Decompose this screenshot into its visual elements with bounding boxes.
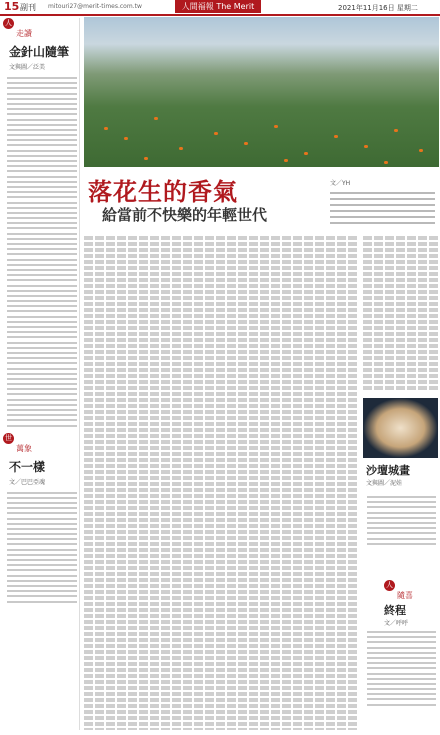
article-author: 文／YH [330,180,351,187]
page-header [0,0,440,16]
column-tag-label: 走讀 [16,29,32,38]
poem-body [363,625,438,709]
newspaper-logo: 人間福報 The Merit [175,0,261,13]
second-tag-label: 萬象 [16,443,32,453]
daylily-field-photo [84,17,439,167]
second-body [7,492,77,603]
second-tag: 世間 [5,433,12,453]
left-column [3,18,80,730]
sand-mandala-photo [363,398,438,458]
box-title: 沙壇城畫 [366,464,410,477]
second-title: 不一樣 [9,459,46,474]
page-number: 15 [4,0,20,13]
poem-title: 終程 [384,604,406,617]
box-title-wrap [366,462,410,487]
article-subtitle: 給當前不快樂的年輕世代 [102,206,268,224]
box-author: 文與圖／泥娃 [366,480,403,487]
article-intro [330,188,435,228]
second-author: 文／巴巴亞魂 [9,478,46,486]
poem-header [384,580,413,627]
poem-tag-label: 隨喜 [397,591,413,600]
article-body [84,236,359,730]
poem-tag: 人間 [386,581,393,600]
column-body [7,77,77,427]
column-author: 文與圖／泛美 [9,64,46,71]
section-name: 副刊 [20,3,36,12]
article-title: 落花生的香氣 [88,177,238,206]
website: mitouri27@merit-times.com.tw [48,3,142,10]
column-title: 金針山隨筆 [9,45,70,59]
box-body [363,490,438,548]
column-tag: 人間 [5,19,12,38]
poem-author: 文／呼呼 [384,620,409,627]
issue-date: 2021年11月16日 星期二 [338,4,418,12]
